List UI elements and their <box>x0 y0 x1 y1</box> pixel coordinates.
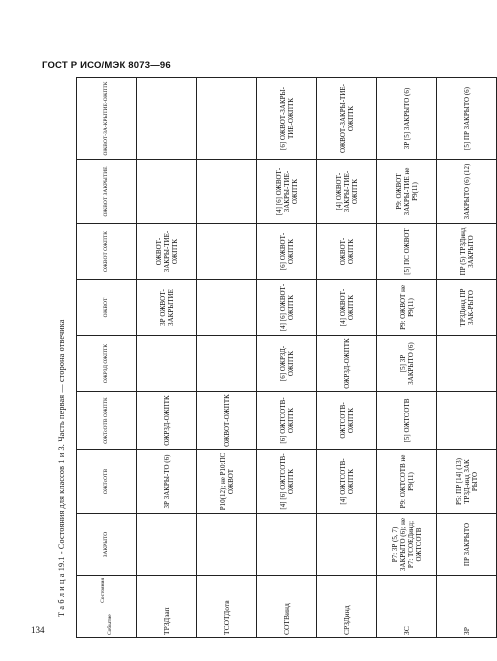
table-cell: [4] ОЖВОТ-ЗАКРЫ-ТИЕ-ОЖПТК <box>317 160 377 224</box>
table-row <box>137 78 197 638</box>
table-cell: ОЖВОТ-ЗАКРЫ-ТИЕ-ОЖПТК <box>137 224 197 280</box>
corner-states-label: Состояния <box>100 578 106 603</box>
column-header: ОЖВОТ-ЗА-КРЫТИЕ-ОЖПТК <box>77 78 137 160</box>
table-cell: 3Р [5] ЗАКРЫТО (6) <box>377 78 437 160</box>
table-cell: Р7: 3Р (5, 7) ЗАКРЫТО (6); не Р7: ТСОЕДинд; ОЖТСОТВ <box>377 514 437 576</box>
table-cell: ПР (5) ТРЗДинд ЗАКРЫТО <box>437 224 497 280</box>
table-cell: Р5: ПР [14] (13) ТРЗД-инд ЗАК РЫТО <box>437 450 497 514</box>
state-table <box>76 77 497 638</box>
column-header: ОЖРЗД ОЖПТК <box>77 336 137 392</box>
column-header: ЗАКРЫТО <box>77 514 137 576</box>
table-caption: Т а б л и ц а 19.1 - Состояния для классов 1 и 3. Часть первая — сторона отвечика <box>57 319 66 617</box>
table-cell <box>437 336 497 392</box>
table-cell: ОЖРЗД-ОЖПТК <box>317 336 377 392</box>
table-cell: [4] [6] ОЖВОТ-ОЖПТК <box>257 280 317 336</box>
event-label: ЗР <box>437 576 497 638</box>
table-row <box>257 78 317 638</box>
table-cell <box>197 160 257 224</box>
table-cell: [6] ОЖВОТ-ОЖПТК <box>257 224 317 280</box>
table-cell: ОЖВОТ-ОЖПТК <box>317 224 377 280</box>
table-cell <box>137 514 197 576</box>
event-label: ТРЗДзап <box>137 576 197 638</box>
table-cell: [6] ОЖВОТ-ЗАКРЫ-ТИЕ-ОЖПТК <box>257 78 317 160</box>
table-cell: [4] [6] ОЖВОТ-ЗАКРЫ-ТИЕ-ОЖПТК <box>257 160 317 224</box>
table-cell: ОЖТСОТВ-ОЖПТК <box>317 392 377 450</box>
table-cell <box>437 392 497 450</box>
table-cell: ЗАКРЫТО (6) (12) <box>437 160 497 224</box>
event-label: СРЗДинд <box>317 576 377 638</box>
table-cell: [4] [6] ОЖТСОТВ-ОЖПТК <box>257 450 317 514</box>
table-row <box>197 78 257 638</box>
table-cell <box>197 78 257 160</box>
table-cell <box>197 224 257 280</box>
table-cell: 3Р ЗАКРЫ-ТО (6) <box>137 450 197 514</box>
column-header: ОЖВОТ ЗАКРЫТИЕ <box>77 160 137 224</box>
table-row <box>317 78 377 638</box>
table-cell: [4] ОЖТСОТВ-ОЖПТК <box>317 450 377 514</box>
table-cell: Р10(12); не Р10:ПС ОЖВОТ <box>197 450 257 514</box>
table-cell: ОЖРЗД-ОЖПТК <box>137 392 197 450</box>
table-row <box>377 78 437 638</box>
table-cell: ТРЗДинд ПР ЗАК-РЫТО <box>437 280 497 336</box>
table-cell: Р9: ОЖТСОТВ не Р9(11) <box>377 450 437 514</box>
table-cell <box>197 336 257 392</box>
table-cell <box>137 78 197 160</box>
table-cell <box>257 514 317 576</box>
table-cell <box>197 514 257 576</box>
table-cell <box>137 160 197 224</box>
table-cell: Р9: ОЖВОТ ЗАКРЫ-ТИЕ не Р9(11) <box>377 160 437 224</box>
table-cell <box>197 280 257 336</box>
table-cell: [6] ОЖТСОТВ-ОЖПТК <box>257 392 317 450</box>
page-number: 134 <box>31 625 45 635</box>
table-cell: [5] ПР ЗАКРЫТО (6) <box>437 78 497 160</box>
table-cell: ОЖВОТ-ОЖПТК <box>197 392 257 450</box>
event-label: СОТВинд <box>257 576 317 638</box>
table-cell: Р9: ОЖВОТ не Р9(11) <box>377 280 437 336</box>
table-cell: ОЖВОТ-ЗАКРЫ-ТИЕ-ОЖПТК <box>317 78 377 160</box>
table-cell: [5] ОЖТСОТВ <box>377 392 437 450</box>
table-cell <box>137 336 197 392</box>
corner-cell <box>77 576 137 638</box>
corner-events-label: Событие <box>106 614 113 635</box>
column-header: ОЖТсОТВ ОЖПТК <box>77 392 137 450</box>
event-label: ЗС <box>377 576 437 638</box>
table-cell: 3Р ОЖВОТ-ЗАКРЫТИЕ <box>137 280 197 336</box>
table-header-row <box>77 78 137 638</box>
table-cell <box>317 514 377 576</box>
table-cell: [5] ПС ОЖВОТ <box>377 224 437 280</box>
document-header: ГОСТ Р ИСО/МЭК 8073—96 <box>42 60 171 71</box>
table-cell: [4] ОЖВОТ-ОЖПТК <box>317 280 377 336</box>
table-cell: [6] ОЖРЗД-ОЖПТК <box>257 336 317 392</box>
event-label: ТСОТДотв <box>197 576 257 638</box>
column-header: ОЖТсОТВ <box>77 450 137 514</box>
column-header: ОЖВОТ <box>77 280 137 336</box>
table-cell: ПР ЗАКРЫТО <box>437 514 497 576</box>
table-cell: [5] 3Р ЗАКРЫТО (6) <box>377 336 437 392</box>
column-header: ОЖВОТ ОЖПТК <box>77 224 137 280</box>
table-row <box>437 78 497 638</box>
